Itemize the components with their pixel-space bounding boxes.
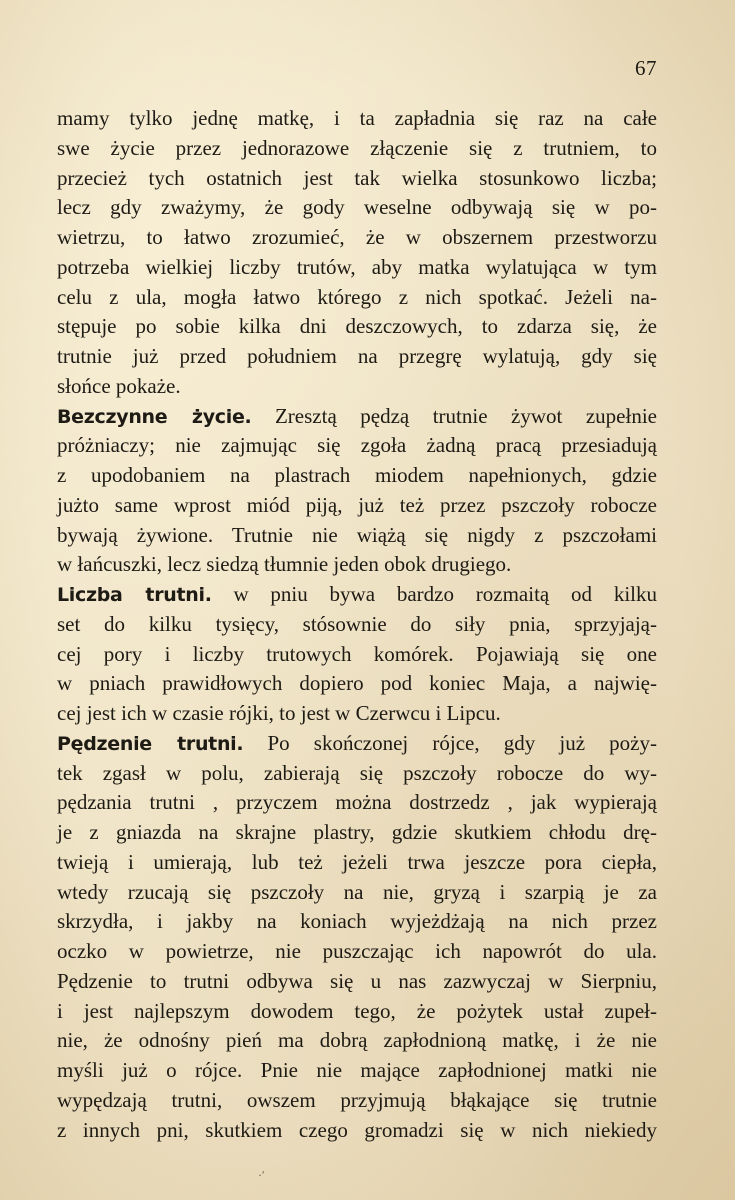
- text-line: [57, 104, 657, 134]
- text-line: [57, 699, 657, 729]
- line-text: mamy tylko jednę matkę, i ta zapładnia się raz na całe: [57, 106, 657, 130]
- text-line: [57, 253, 657, 283]
- text-line: [57, 967, 657, 997]
- footer-mark: ·ʹ: [258, 1168, 265, 1182]
- line-text: potrzeba wielkiej liczby trutów, aby matka wylatująca w tym: [57, 254, 657, 279]
- text-line: [57, 164, 657, 194]
- text-line: [57, 402, 657, 432]
- text-line: [57, 193, 657, 223]
- line-text: wypędzają trutni, owszem przyjmują błąkające się trutnie: [57, 1087, 657, 1112]
- line-text: oczko w powietrze, nie puszczając ich napowrót do ula.: [57, 939, 657, 963]
- body-text: [57, 104, 657, 1145]
- text-line: [57, 759, 657, 789]
- text-line: [57, 997, 657, 1027]
- line-text: i jest najlepszym dowodem tego, że pożytek ustał zupeł-: [57, 998, 657, 1023]
- line-text: lecz gdy zważymy, że gody weselne odbywają się w po-: [57, 195, 657, 220]
- line-text: wtedy rzucają się pszczoły na nie, gryzą i szarpią je za: [57, 879, 657, 904]
- page-number: 67: [635, 56, 657, 80]
- line-text: celu z ula, mogła łatwo którego z nich spotkać. Jeżeli na-: [57, 284, 657, 309]
- line-text: wietrzu, to łatwo zrozumieć, że w obszernem przestworzu: [57, 225, 657, 249]
- line-text: tek zgasł w polu, zabierają się pszczoły robocze do wy-: [57, 760, 657, 785]
- line-text: w łańcuszki, lecz siedzą tłumnie jeden obok drugiego.: [57, 552, 512, 577]
- line-text: przecież tych ostatnich jest tak wielka stosunkowo liczba;: [57, 165, 657, 190]
- text-line: [57, 1086, 657, 1116]
- text-line: [57, 431, 657, 461]
- text-line: [57, 848, 657, 878]
- section-heading: Liczba trutni.: [57, 584, 212, 606]
- line-text: set do kilku tysięcy, stósownie do siły pnia, sprzyjają-: [57, 611, 657, 636]
- text-line: [57, 491, 657, 521]
- text-line: [57, 1056, 657, 1086]
- text-line: [57, 283, 657, 313]
- line-text: cej pory i liczby trutowych komórek. Pojawiają się one: [57, 641, 657, 666]
- text-line: [57, 729, 657, 759]
- text-line: [57, 134, 657, 164]
- line-text: pędzania trutni , przyczem można dostrzedz , jak wypierają: [57, 790, 657, 815]
- line-text: myśli już o rójce. Pnie nie mające zapłodnionej matki nie: [57, 1058, 657, 1082]
- line-text: je z gniazda na skrajne plastry, gdzie skutkiem chłodu drę-: [57, 820, 657, 844]
- line-text: swe życie przez jednorazowe złączenie się z trutniem, to: [57, 135, 657, 160]
- text-line: [57, 669, 657, 699]
- line-text: skrzydła, i jakby na koniach wyjeżdżają na nich przez: [57, 909, 657, 934]
- text-line: [57, 640, 657, 670]
- line-text: nie, że odnośny pień ma dobrą zapłodnioną matkę, i że nie: [57, 1028, 657, 1053]
- line-text: Pędzenie to trutni odbywa się u nas zazwyczaj w Sierpniu,: [57, 968, 657, 993]
- line-text: bywają żywione. Trutnie nie wiążą się nigdy z pszczołami: [57, 522, 657, 547]
- text-line: [57, 1116, 657, 1146]
- line-text: z innych pni, skutkiem czego gromadzi się w nich niekiedy: [57, 1117, 657, 1142]
- text-line: [57, 223, 657, 253]
- text-line: [57, 818, 657, 848]
- text-line: [57, 521, 657, 551]
- line-text: stępuje po sobie kilka dni deszczowych, to zdarza się, że: [57, 314, 657, 339]
- text-line: [57, 1026, 657, 1056]
- line-text: w pniu bywa bardzo rozmaitą od kilku: [211, 582, 657, 606]
- text-line: [57, 550, 657, 580]
- line-text: próżniaczy; nie zajmując się zgoła żadną pracą przesiadują: [57, 433, 657, 458]
- text-line: [57, 580, 657, 610]
- line-text: w pniach prawidłowych dopiero pod koniec Maja, a najwię-: [57, 671, 657, 696]
- line-text: Zresztą pędzą trutnie żywot zupełnie: [251, 403, 657, 428]
- section-heading: Pędzenie trutni.: [57, 732, 244, 755]
- section-heading: Bezczynne życie.: [57, 405, 252, 428]
- line-text: twieją i umierają, lub też jeżeli trwa jeszcze pora ciepła,: [57, 849, 657, 874]
- line-text: cej jest ich w czasie rójki, to jest w Czerwcu i Lipcu.: [57, 701, 501, 725]
- text-line: [57, 907, 657, 937]
- line-text: z upodobaniem na plastrach miodem napełnionych, gdzie: [57, 463, 657, 487]
- text-line: [57, 312, 657, 342]
- text-line: [57, 788, 657, 818]
- line-text: trutnie już przed południem na przegrę wylatują, gdy się: [57, 344, 657, 368]
- text-line: [57, 342, 657, 372]
- text-line: [57, 937, 657, 967]
- text-line: [57, 461, 657, 491]
- text-line: [57, 372, 657, 402]
- text-line: [57, 610, 657, 640]
- line-text: słońce pokaże.: [57, 373, 181, 398]
- line-text: Po skończonej rójce, gdy już poży-: [243, 730, 657, 755]
- text-line: [57, 878, 657, 908]
- line-text: jużto same wprost miód piją, już też przez pszczoły robocze: [57, 492, 657, 517]
